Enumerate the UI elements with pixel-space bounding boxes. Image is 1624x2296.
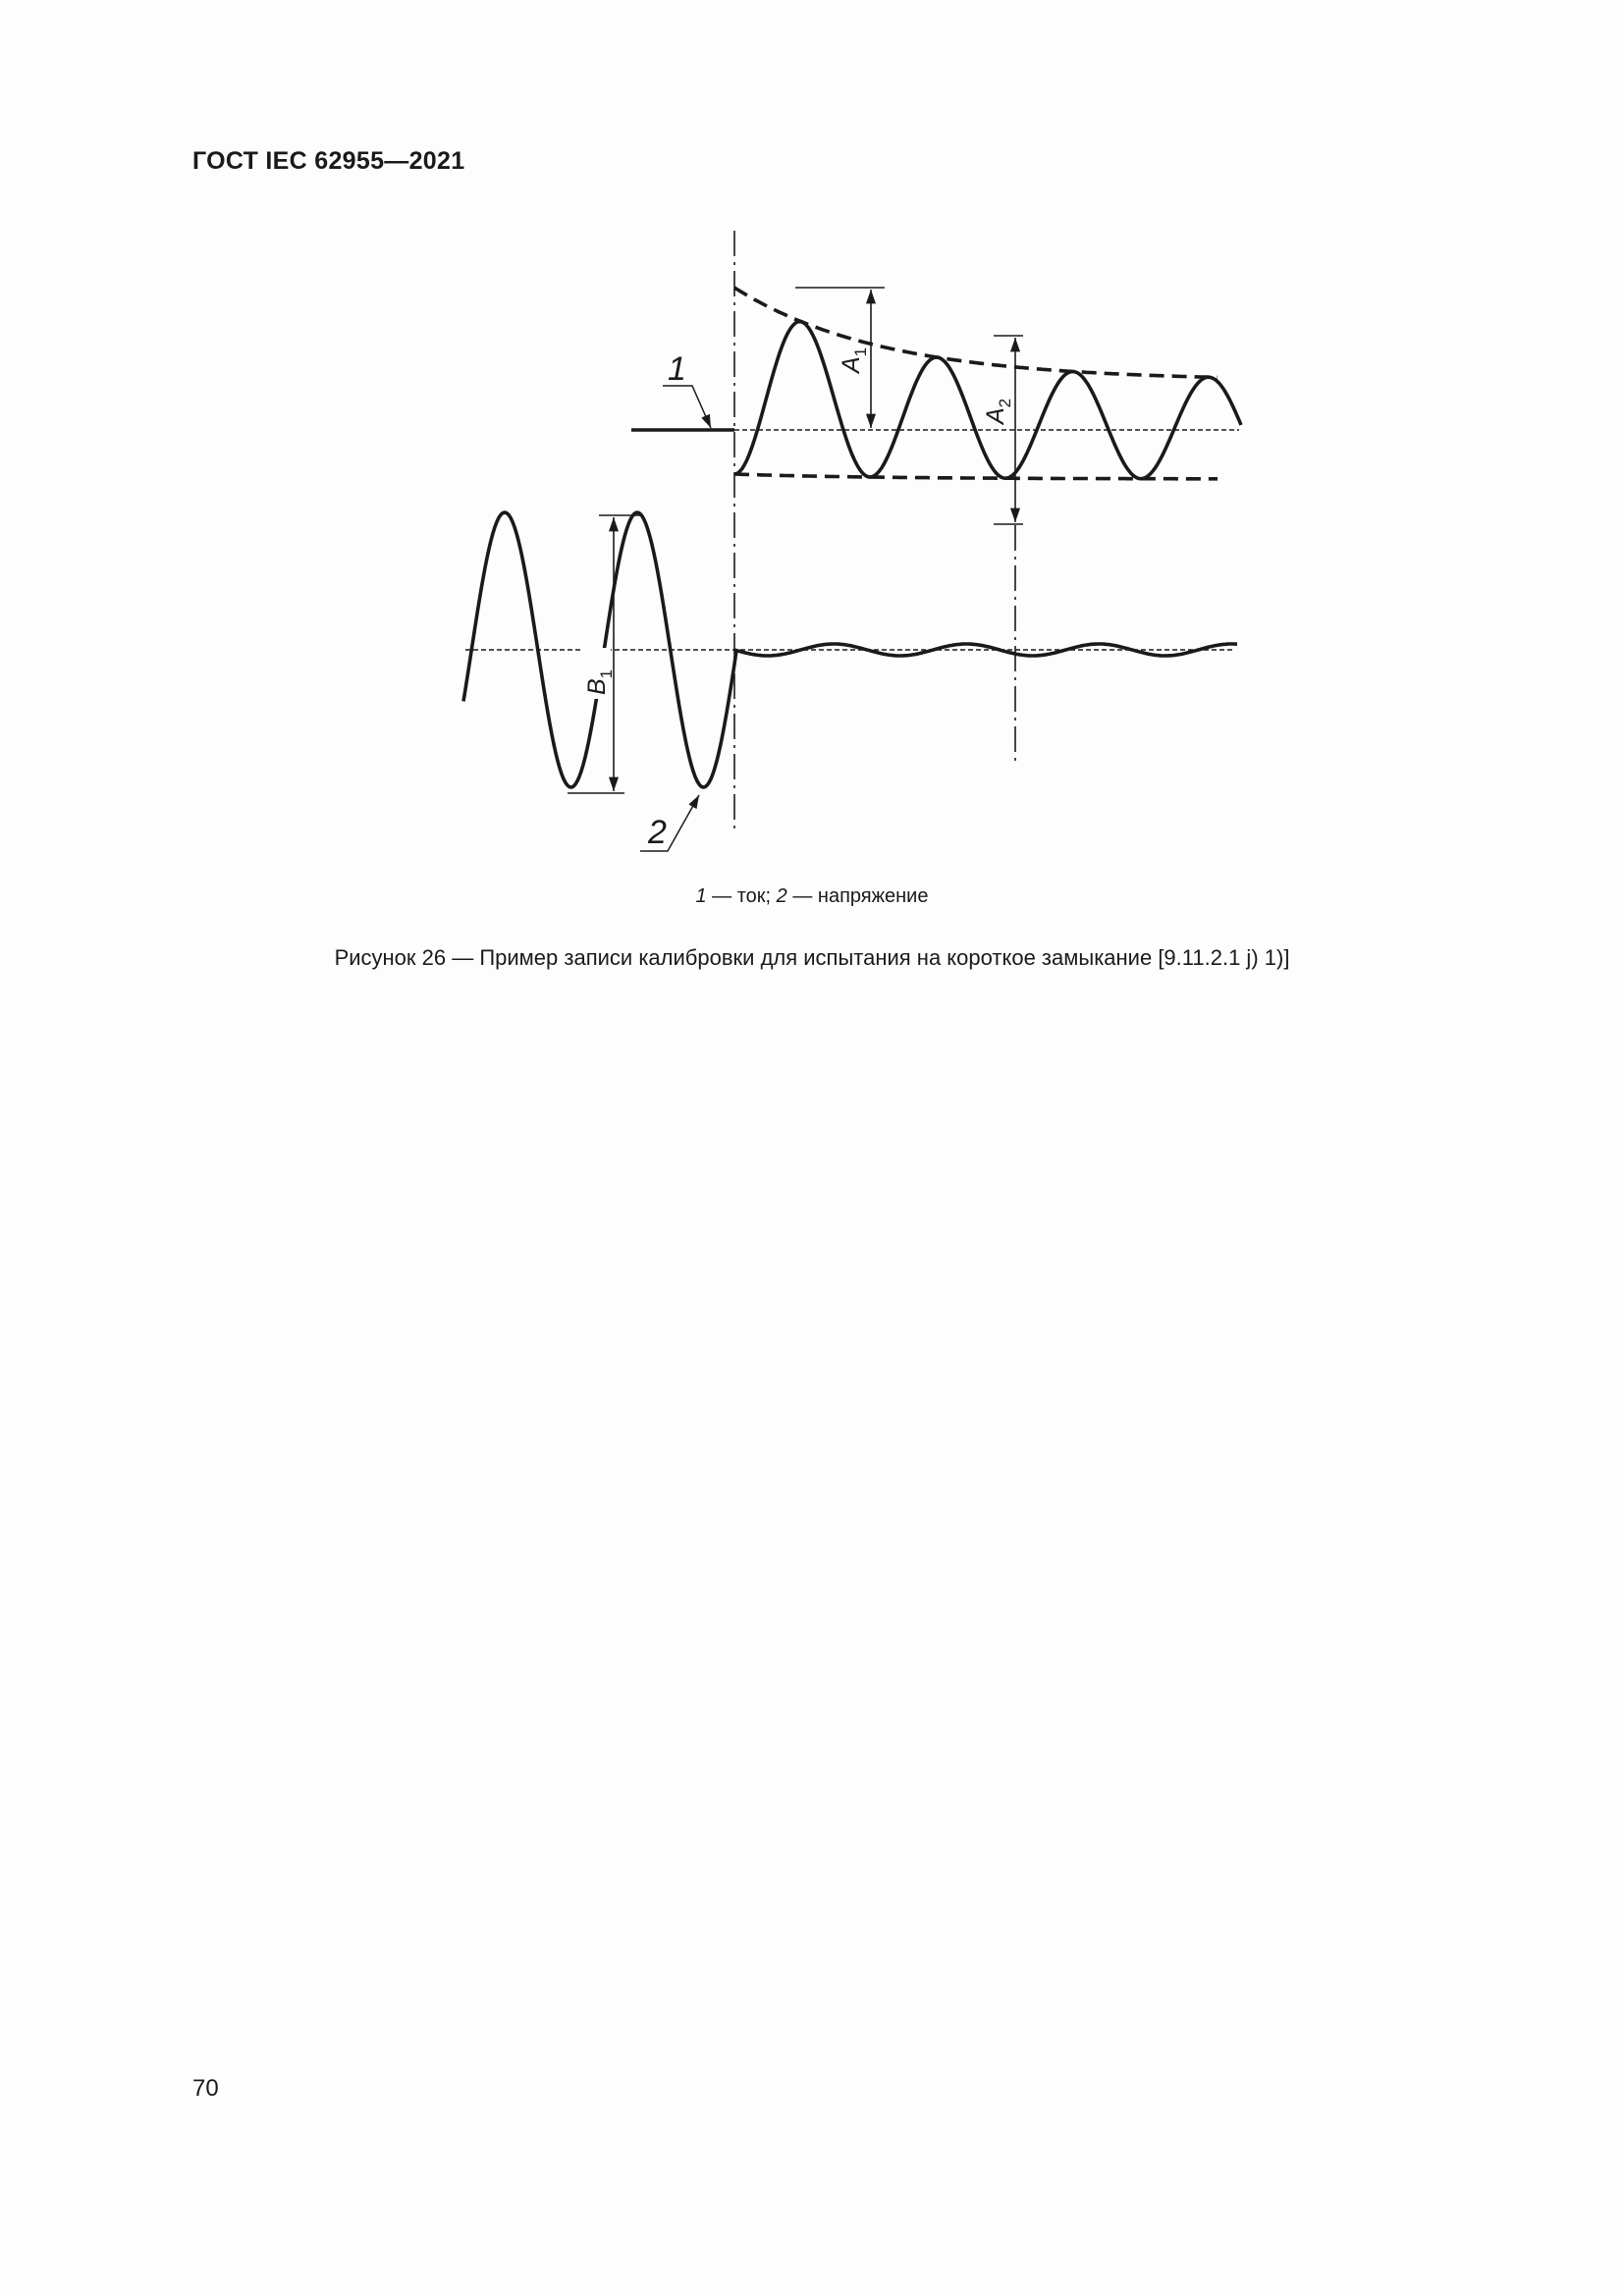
legend-key-1: 1 bbox=[695, 885, 707, 907]
page-number: 70 bbox=[192, 2075, 219, 2102]
calibration-record-figure bbox=[0, 0, 1624, 982]
legend-text-2: — напряжение bbox=[786, 885, 929, 907]
a2-label: $A_2$ bbox=[982, 398, 1014, 424]
figure-caption: Рисунок 26 — Пример записи калибровки для испытания на короткое замыкание [9.11.2.1 j) 1)] bbox=[334, 945, 1290, 970]
legend-key-2: 2 bbox=[776, 885, 787, 907]
callout-1-number: 1 bbox=[668, 350, 686, 388]
b1-label: $B_1$ bbox=[583, 668, 616, 695]
current-waveform bbox=[734, 322, 1241, 479]
document-header: ГОСТ IEC 62955—2021 bbox=[192, 147, 465, 175]
callout-2-number: 2 bbox=[648, 814, 667, 851]
figure-legend bbox=[0, 885, 1624, 908]
a1-label: $A_1$ bbox=[838, 347, 870, 373]
current-upper-envelope bbox=[734, 288, 1218, 377]
callout-1-leader bbox=[663, 386, 711, 428]
legend-text-1: — ток; bbox=[706, 885, 777, 907]
